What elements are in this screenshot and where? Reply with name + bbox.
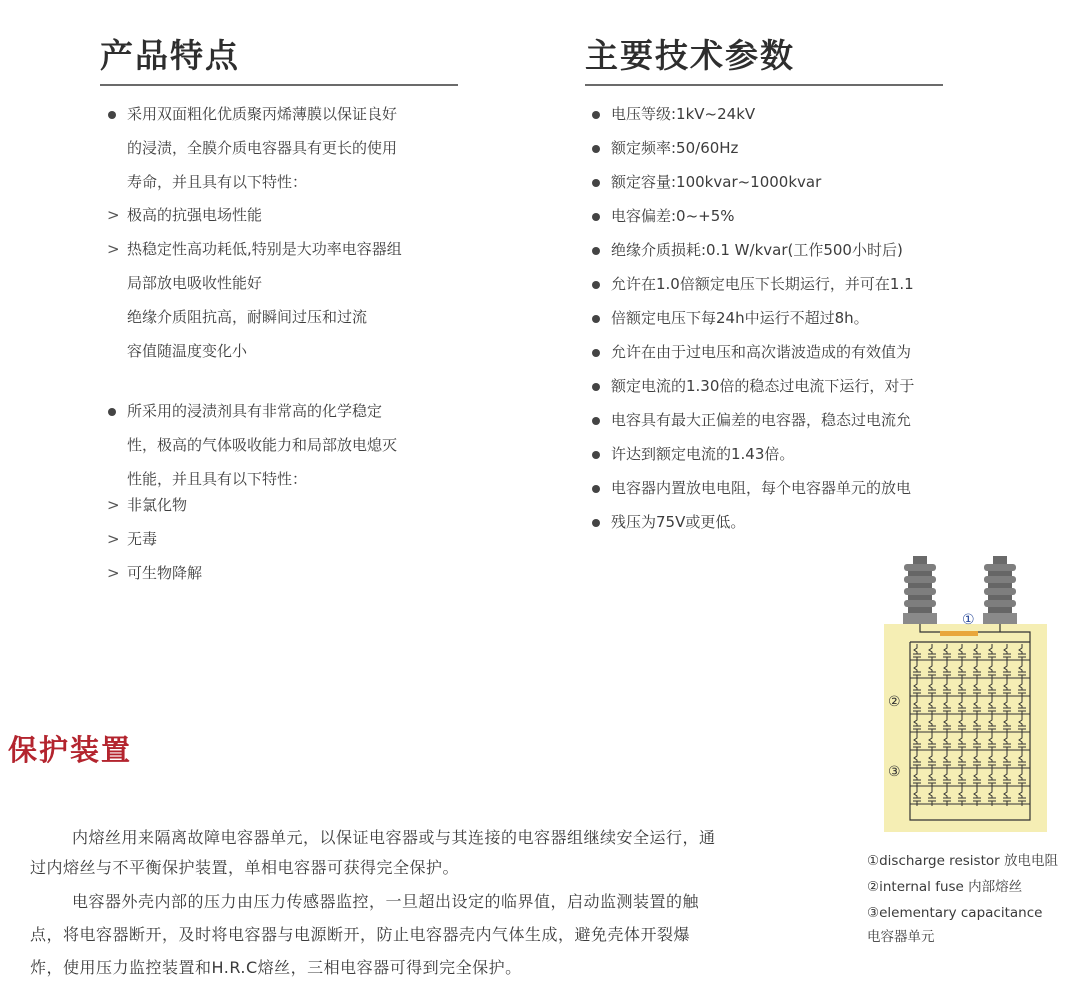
bullet-dot	[592, 145, 600, 153]
features-block2-line: 性能，并且具有以下特性：	[127, 470, 308, 488]
bullet-dot	[108, 408, 116, 416]
spec-line: 电容具有最大正偏差的电容器，稳态过电流允	[611, 411, 912, 429]
chevron-right-icon: >	[107, 206, 120, 224]
features-item: 非氯化物	[127, 496, 188, 514]
spec-line: 额定容量:100kvar~1000kvar	[611, 173, 822, 191]
protection-paragraph-line: 内熔丝用来隔离故障电容器单元，以保证电容器或与其连接的电容器组继续安全运行，通	[72, 828, 716, 847]
features-item: 极高的抗强电场性能	[127, 206, 263, 224]
chevron-right-icon: >	[107, 564, 120, 582]
capacitor-diagram	[870, 548, 1060, 840]
bullet-dot	[592, 247, 600, 255]
features-item: 绝缘介质阻抗高，耐瞬间过压和过流	[127, 308, 368, 326]
left-insulator-icon	[903, 556, 937, 624]
bullet-dot	[592, 315, 600, 323]
chevron-right-icon: >	[107, 496, 120, 514]
bullet-dot	[592, 349, 600, 357]
spec-line: 电容偏差:0~+5%	[611, 207, 735, 225]
bullet-dot	[592, 111, 600, 119]
bullet-dot	[592, 519, 600, 527]
features-block2-line: 性，极高的气体吸收能力和局部放电熄灭	[127, 436, 398, 454]
bullet-dot	[592, 213, 600, 221]
features-block1-line: 的浸渍，全膜介质电容器具有更长的使用	[127, 139, 398, 157]
right-insulator-icon	[983, 556, 1017, 624]
spec-line: 电容器内置放电电阻，每个电容器单元的放电	[611, 479, 912, 497]
bullet-dot	[592, 451, 600, 459]
protection-paragraph-line: 点，将电容器断开，及时将电容器与电源断开，防止电容器壳内气体生成，避免壳体开裂爆	[30, 925, 691, 944]
bullet-dot	[592, 179, 600, 187]
bullet-dot	[108, 111, 116, 119]
protection-paragraph-line: 电容器外壳内部的压力由压力传感器监控，一旦超出设定的临界值，启动监测装置的触	[72, 892, 700, 911]
chevron-right-icon: >	[107, 240, 120, 258]
marker-3: ③	[888, 764, 901, 780]
spec-line: 允许在1.0倍额定电压下长期运行，并可在1.1	[611, 275, 914, 293]
chevron-right-icon: >	[107, 530, 120, 548]
legend-internal-fuse: ②internal fuse 内部熔丝	[867, 879, 1023, 895]
features-item: 无毒	[127, 530, 158, 548]
marker-2: ②	[888, 694, 901, 710]
features-block2-line: 所采用的浸渍剂具有非常高的化学稳定	[127, 402, 383, 420]
features-block1-line: 采用双面粗化优质聚丙烯薄膜以保证良好	[127, 105, 398, 123]
spec-line: 允许在由于过电压和高次谐波造成的有效值为	[611, 343, 912, 361]
features-title: 产品特点	[100, 36, 240, 75]
protection-paragraph-line: 炸，使用压力监控装置和H.R.C熔丝，三相电容器可得到完全保护。	[30, 958, 522, 977]
features-item: 容值随温度变化小	[127, 342, 248, 360]
bullet-dot	[592, 281, 600, 289]
spec-line: 绝缘介质损耗:0.1 W/kvar(工作500小时后)	[611, 241, 903, 259]
specs-title: 主要技术参数	[585, 36, 795, 75]
features-item: 可生物降解	[127, 564, 203, 582]
spec-line: 许达到额定电流的1.43倍。	[611, 445, 795, 463]
legend-discharge-resistor: ①discharge resistor 放电电阻	[867, 853, 1058, 869]
protection-paragraph-line: 过内熔丝与不平衡保护装置，单相电容器可获得完全保护。	[30, 858, 460, 877]
legend-capacitor-unit: 电容器单元	[867, 929, 935, 945]
features-block1-line: 寿命，并且具有以下特性：	[127, 173, 308, 191]
spec-line: 额定电流的1.30倍的稳态过电流下运行，对于	[611, 377, 915, 395]
spec-line: 额定频率:50/60Hz	[611, 139, 739, 157]
features-rule	[100, 84, 458, 86]
specs-rule	[585, 84, 943, 86]
legend-elementary-capacitance: ③elementary capacitance	[867, 905, 1043, 921]
bullet-dot	[592, 383, 600, 391]
features-item: 热稳定性高功耗低,特别是大功率电容器组	[127, 240, 402, 258]
features-item: 局部放电吸收性能好	[127, 274, 263, 292]
bullet-dot	[592, 485, 600, 493]
protection-title: 保护装置	[8, 733, 133, 767]
spec-line: 电压等级:1kV~24kV	[611, 105, 756, 123]
bullet-dot	[592, 417, 600, 425]
marker-1: ①	[962, 612, 975, 628]
discharge-resistor	[940, 631, 978, 636]
spec-line: 倍额定电压下每24h中运行不超过8h。	[611, 309, 869, 327]
spec-line: 残压为75V或更低。	[611, 513, 746, 531]
